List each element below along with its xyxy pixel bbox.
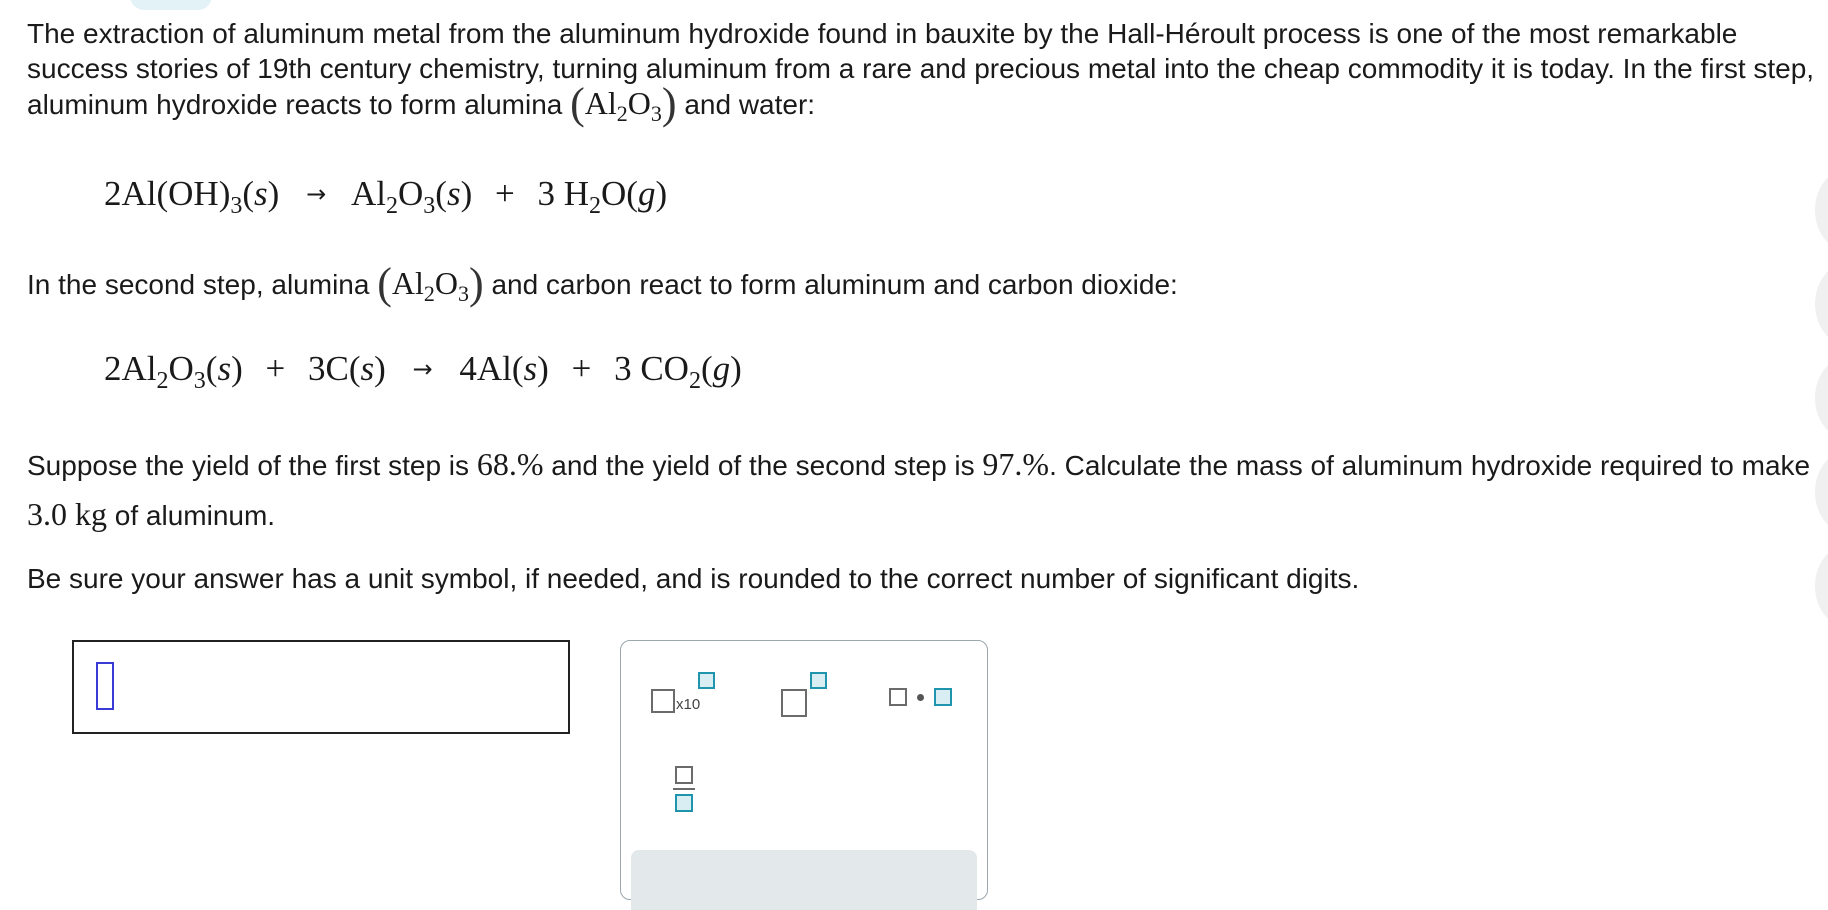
alumina-formula: $(Al_2O_3)$ xyxy=(570,79,677,128)
alumina-formula-2: $(Al_2O_3)$ xyxy=(377,259,484,308)
second-before: In the second step, alumina xyxy=(27,269,370,300)
equation-2: $2Al_2O_3(s) + 3C(s) \to 4Al(s) + 3$ $CO_2(g)$ xyxy=(104,349,742,394)
second-step-paragraph xyxy=(27,259,1817,308)
intro-after: and water: xyxy=(684,89,816,120)
answer-input[interactable] xyxy=(72,640,570,734)
superscript-button[interactable] xyxy=(781,669,837,717)
question-paragraph: Suppose the yield of the first step is 68.% and the yield of the second step is 97.%. Calculate the mass of aluminum hydroxide required to make 3.0 kg of aluminum. xyxy=(27,446,1811,532)
reaction-arrow: → xyxy=(306,180,327,208)
yield-1: 68.% xyxy=(476,446,544,482)
cursor-placeholder xyxy=(96,662,114,710)
side-button-1[interactable] xyxy=(1815,168,1828,252)
yield-2: 97.% xyxy=(982,446,1050,482)
second-after: and carbon react to form aluminum and carbon dioxide: xyxy=(491,269,1178,300)
target-mass: 3.0 kg xyxy=(27,496,107,532)
intro-paragraph xyxy=(27,16,1817,128)
scientific-notation-button[interactable]: x10 xyxy=(651,669,721,717)
intro-text: The extraction of aluminum metal from the aluminum hydroxide found in bauxite by the Hall-Héroult process is one of the most remarkable success stories of 19th century chemistry, turning aluminum from a rare and precious metal into the cheap commodity it is today. In the first step, aluminum hydroxide reacts to form alumina xyxy=(27,18,1815,120)
fraction-button[interactable] xyxy=(671,763,701,819)
multiply-dot-button[interactable] xyxy=(889,683,961,713)
top-tab-hint xyxy=(130,0,212,10)
side-button-3[interactable] xyxy=(1815,356,1828,440)
equation-1: $2Al(OH)_3(s) \to Al_2O_3(s) + 3$ $H_2O(g)$ xyxy=(104,174,668,219)
instruction-text: Be sure your answer has a unit symbol, if needed, and is rounded to the correct number of significant digits. xyxy=(27,563,1360,594)
palette-action-bar xyxy=(631,850,977,910)
math-palette xyxy=(620,640,988,900)
reaction-arrow-2: → xyxy=(412,355,433,383)
